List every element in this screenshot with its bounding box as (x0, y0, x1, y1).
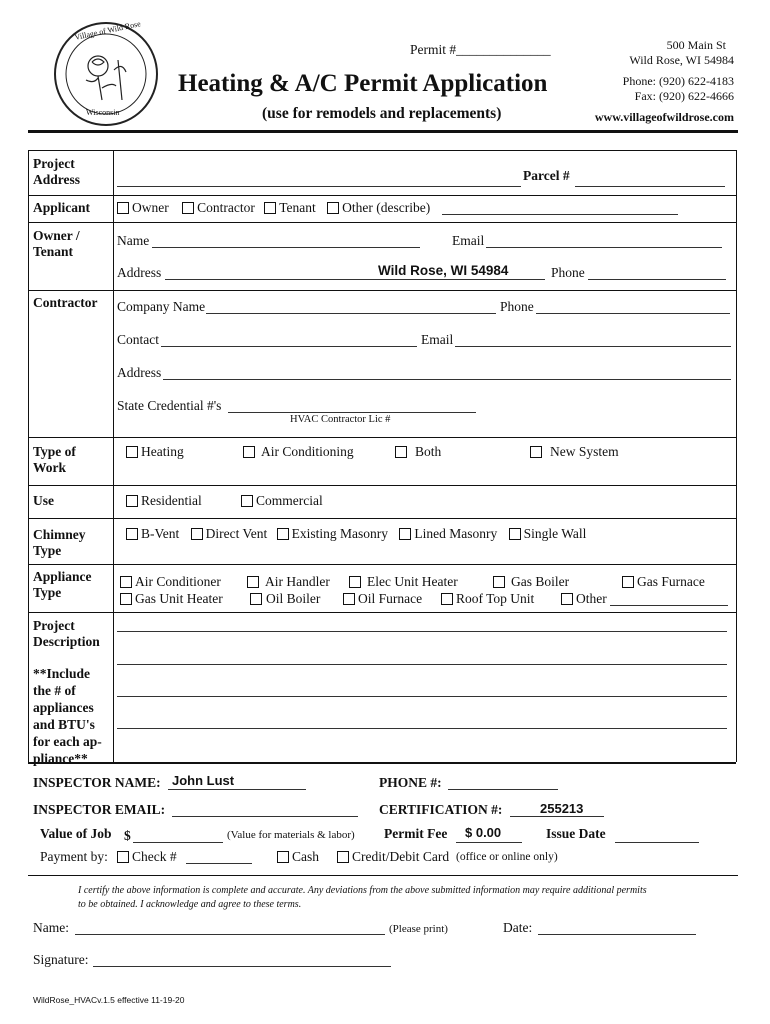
checkbox-icon[interactable] (247, 576, 259, 588)
appliance-oil-furnace-checkbox[interactable]: Oil Furnace (343, 591, 422, 607)
contractor-label: Contractor (33, 295, 98, 310)
type-of-work-label: Type of Work (33, 444, 76, 475)
checkbox-icon[interactable] (277, 851, 289, 863)
payment-check-checkbox[interactable]: Check # (117, 849, 177, 865)
checkbox-icon[interactable] (126, 495, 138, 507)
owner-email-label: Email (452, 233, 485, 248)
village-fax: Fax: (920) 622-4666 (634, 89, 734, 103)
appliance-gas-unit-heater-checkbox[interactable]: Gas Unit Heater (120, 591, 223, 607)
issue-date-label: Issue Date (546, 826, 606, 841)
contractor-address-field[interactable] (163, 379, 731, 380)
signature-field[interactable] (93, 966, 391, 967)
certification-label: CERTIFICATION #: (379, 802, 503, 817)
date-field[interactable] (538, 934, 696, 935)
permit-fee-value: $ 0.00 (465, 825, 502, 840)
use-label: Use (33, 493, 54, 508)
owner-phone-field[interactable] (588, 279, 726, 280)
contractor-credential-label: State Credential #'s (117, 398, 222, 413)
checkbox-icon[interactable] (622, 576, 634, 588)
contractor-company-field[interactable] (206, 313, 496, 314)
inspector-name-value: John Lust (172, 773, 235, 788)
use-commercial-checkbox[interactable]: Commercial (241, 493, 323, 509)
contractor-company-label: Company Name (117, 299, 206, 314)
owner-address-field[interactable] (165, 279, 545, 280)
village-contact (595, 38, 734, 125)
contractor-email-label: Email (421, 332, 454, 347)
checkbox-icon[interactable] (399, 528, 411, 540)
work-both-checkbox[interactable]: Both (395, 444, 441, 460)
village-website[interactable]: www.villageofwildrose.com (594, 110, 734, 124)
checkbox-icon[interactable] (264, 202, 276, 214)
checkbox-icon[interactable] (243, 446, 255, 458)
description-line-1[interactable] (117, 631, 727, 632)
parcel-label: Parcel # (523, 168, 570, 183)
work-heating-checkbox[interactable]: Heating (126, 444, 184, 460)
inspector-phone-label: PHONE #: (379, 775, 442, 790)
value-of-job-field[interactable] (133, 842, 223, 843)
project-description-note: **Include the # of appliances and BTU's for each ap- pliance** (33, 666, 102, 766)
contractor-credential-note: HVAC Contractor Lic # (290, 414, 391, 425)
village-address-line2: Wild Rose, WI 54984 (629, 53, 734, 67)
appliance-oil-boiler-checkbox[interactable]: Oil Boiler (250, 591, 320, 607)
contractor-contact-field[interactable] (161, 346, 417, 347)
chimney-direct-vent-checkbox[interactable]: Direct Vent (191, 526, 268, 541)
owner-name-field[interactable] (152, 247, 420, 248)
permit-number-label: Permit #______________ (410, 42, 551, 57)
owner-email-field[interactable] (486, 247, 722, 248)
checkbox-icon[interactable] (493, 576, 505, 588)
appliance-air-handler-checkbox[interactable]: Air Handler (247, 574, 330, 590)
form-version: WildRose_HVACv.1.5 effective 11-19-20 (33, 995, 185, 1005)
value-of-job-label: Value of Job (40, 826, 112, 841)
inspector-phone-field[interactable] (448, 789, 558, 790)
contractor-phone-field[interactable] (536, 313, 730, 314)
seal-text-top: Village of Wild Rose (73, 19, 142, 42)
owner-name-label: Name (117, 233, 150, 248)
village-phone: Phone: (920) 622-4183 (622, 74, 734, 88)
owner-phone-label: Phone (551, 265, 585, 280)
payment-card-note: (office or online only) (456, 851, 558, 863)
description-line-3[interactable] (117, 696, 727, 697)
checkbox-icon[interactable] (395, 446, 407, 458)
certification-rule (28, 875, 738, 876)
applicant-other-checkbox[interactable]: Other (describe) (327, 200, 430, 215)
appliance-other-checkbox[interactable]: Other (561, 591, 607, 607)
value-of-job-note: (Value for materials & labor) (227, 829, 355, 841)
payment-card-checkbox[interactable]: Credit/Debit Card (337, 849, 449, 865)
payment-label: Payment by: (40, 849, 108, 864)
owner-address-value: Wild Rose, WI 54984 (378, 263, 509, 278)
certification-statement: I certify the above information is complete and accurate. Any deviations from the above submitted information may require additional permits to be obtained. I acknowledge and agree to these terms. (78, 885, 647, 910)
chimney-single-wall-checkbox[interactable]: Single Wall (509, 526, 587, 541)
owner-address-label: Address (117, 265, 162, 280)
applicant-label: Applicant (33, 200, 91, 215)
use-residential-checkbox[interactable]: Residential (126, 493, 202, 509)
applicant-tenant-checkbox[interactable]: Tenant (264, 200, 316, 215)
value-dollar-sign: $ (124, 828, 131, 843)
checkbox-icon[interactable] (509, 528, 521, 540)
page-subtitle: (use for remodels and replacements) (262, 105, 502, 122)
contractor-credential-field[interactable] (228, 412, 476, 413)
contractor-phone-label: Phone (500, 299, 534, 314)
description-line-4[interactable] (117, 728, 727, 729)
checkbox-icon[interactable] (191, 528, 203, 540)
chimney-lined-masonry-checkbox[interactable]: Lined Masonry (399, 526, 497, 541)
contractor-email-field[interactable] (455, 346, 731, 347)
appliance-elec-unit-heater-checkbox[interactable]: Elec Unit Heater (349, 574, 458, 590)
checkbox-icon[interactable] (530, 446, 542, 458)
village-seal (52, 20, 160, 128)
chimney-type-label: Chimney Type (33, 527, 86, 558)
applicant-options (117, 200, 430, 216)
certification-value: 255213 (540, 801, 584, 816)
checkbox-icon[interactable] (327, 202, 339, 214)
checkbox-icon[interactable] (120, 593, 132, 605)
appliance-ac-checkbox[interactable]: Air Conditioner (120, 574, 221, 590)
applicant-contractor-checkbox[interactable]: Contractor (182, 200, 255, 215)
appliance-type-label: Appliance Type (33, 569, 92, 600)
signer-name-note: (Please print) (389, 923, 448, 935)
issue-date-field[interactable] (615, 842, 699, 843)
checkbox-icon[interactable] (441, 593, 453, 605)
appliance-gas-boiler-checkbox[interactable]: Gas Boiler (493, 574, 569, 590)
inspector-name-label: INSPECTOR NAME: (33, 775, 161, 790)
signer-name-label: Name: (33, 920, 69, 935)
checkbox-icon[interactable] (120, 576, 132, 588)
work-new-system-checkbox[interactable]: New System (530, 444, 619, 460)
checkbox-icon[interactable] (117, 202, 129, 214)
checkbox-icon[interactable] (337, 851, 349, 863)
owner-tenant-label: Owner / Tenant (33, 228, 80, 259)
checkbox-icon[interactable] (126, 446, 138, 458)
checkbox-icon[interactable] (343, 593, 355, 605)
project-description-label: Project Description (33, 618, 100, 649)
contractor-contact-label: Contact (117, 332, 159, 347)
contractor-address-label: Address (117, 365, 162, 380)
checkbox-icon[interactable] (250, 593, 262, 605)
page-title: Heating & A/C Permit Application (178, 70, 548, 97)
checkbox-icon[interactable] (126, 528, 138, 540)
checkbox-icon[interactable] (561, 593, 573, 605)
appliance-roof-top-unit-checkbox[interactable]: Roof Top Unit (441, 591, 534, 607)
payment-cash-checkbox[interactable]: Cash (277, 849, 319, 865)
signature-label: Signature: (33, 952, 89, 967)
payment-check-field[interactable] (186, 863, 252, 864)
description-line-2[interactable] (117, 664, 727, 665)
certification-field[interactable] (510, 816, 604, 817)
checkbox-icon[interactable] (182, 202, 194, 214)
parcel-field[interactable] (575, 186, 725, 187)
applicant-other-field[interactable] (442, 214, 678, 215)
chimney-options (126, 526, 586, 542)
work-ac-checkbox[interactable]: Air Conditioning (243, 444, 354, 460)
project-address-field[interactable] (117, 186, 521, 187)
date-label: Date: (503, 920, 533, 935)
header-rule (28, 130, 738, 133)
checkbox-icon[interactable] (117, 851, 129, 863)
permit-fee-field[interactable] (456, 842, 522, 843)
inspector-email-label: INSPECTOR EMAIL: (33, 802, 166, 817)
project-address-label: Project Address (33, 156, 81, 187)
checkbox-icon[interactable] (241, 495, 253, 507)
appliance-other-field[interactable] (610, 605, 728, 606)
checkbox-icon[interactable] (349, 576, 361, 588)
inspector-name-field[interactable] (168, 789, 306, 790)
permit-fee-label: Permit Fee (384, 826, 448, 841)
appliance-gas-furnace-checkbox[interactable]: Gas Furnace (622, 574, 705, 590)
signer-name-field[interactable] (75, 934, 385, 935)
village-address-line1: 500 Main St (666, 38, 726, 52)
seal-text-bottom: Wisconsin (86, 108, 120, 117)
chimney-existing-masonry-checkbox[interactable]: Existing Masonry (277, 526, 388, 541)
chimney-bvent-checkbox[interactable]: B-Vent (126, 526, 179, 541)
checkbox-icon[interactable] (277, 528, 289, 540)
inspector-email-field[interactable] (172, 816, 358, 817)
applicant-owner-checkbox[interactable]: Owner (117, 200, 169, 215)
